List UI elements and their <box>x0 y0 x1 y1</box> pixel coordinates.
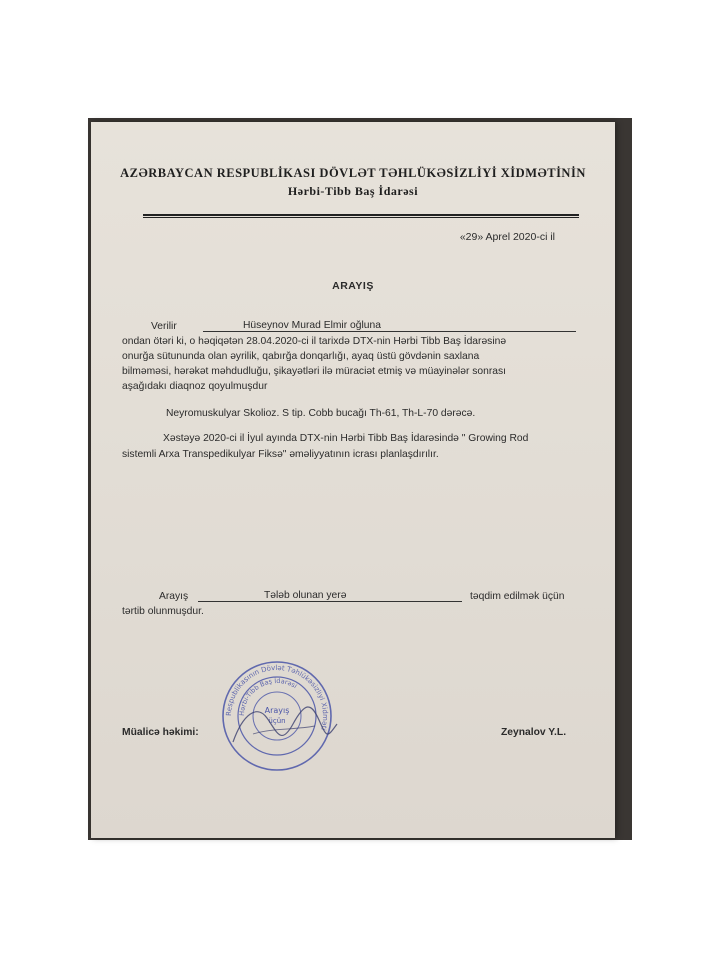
stamp-inner-text: Hərbi-Tibb Baş İdarəsi <box>237 676 299 717</box>
stamp-center-text: üçün <box>268 717 286 725</box>
stamp-center-text: Arayış <box>264 706 290 715</box>
header-rule-thin <box>143 217 579 218</box>
body-line: bilməməsi, hərəkət məhdudluğu, şikayətləri ilə müraciət etmiş və müayinələr sonrası <box>122 366 507 377</box>
document-title: ARAYIŞ <box>332 280 374 292</box>
doctor-name: Zeynalov Y.L. <box>501 727 567 738</box>
submit-text: təqdim edilmək üçün <box>470 591 565 602</box>
plan-line: Xəstəyə 2020-ci il İyul ayında DTX-nin Hərbi Tibb Baş İdarəsində " Growing Rod <box>163 433 529 444</box>
compiled-text: tərtib olunmuşdur. <box>122 606 204 617</box>
issued-to-field: Hüseynov Murad Elmir oğluna <box>203 320 576 332</box>
body-line: aşağıdakı diaqnoz qoyulmuşdur <box>122 381 268 392</box>
arayis-label: Arayış <box>159 591 189 602</box>
document-page <box>91 122 615 838</box>
header-department: Hərbi-Tibb Baş İdarəsi <box>287 184 419 198</box>
body-line: onurğa sütununda olan əyrilik, qabırğa donqarlığı, ayaq üstü gövdənin saxlana <box>122 351 480 362</box>
doctor-label: Müalicə həkimi: <box>122 727 199 738</box>
signature <box>223 694 343 754</box>
plan-line: sistemli Arxa Transpedikulyar Fiksə" əməliyyatının icrası planlaşdırılır. <box>122 449 439 460</box>
diagnosis: Neyromuskulyar Skolioz. S tip. Cobb bucağı Th-61, Th-L-70 dərəcə. <box>166 408 476 419</box>
stamp-outer-text: Respublikasının Dövlət Təhlükəsizliyi Xidməti <box>224 663 330 732</box>
document-date: «29» Aprel 2020-ci il <box>459 231 555 243</box>
body-line: ondan ötəri ki, o həqiqətən 28.04.2020-ci il tarixdə DTX-nin Hərbi Tibb Baş İdarəsinə <box>122 336 507 347</box>
header-organization: AZƏRBAYCAN RESPUBLİKASI DÖVLƏT TƏHLÜKƏSİZLİYİ XİDMƏTİNİN <box>120 166 586 180</box>
destination-field: Tələb olunan yerə <box>198 590 462 602</box>
header-rule <box>143 214 579 216</box>
issued-label: Verilir <box>151 321 177 332</box>
